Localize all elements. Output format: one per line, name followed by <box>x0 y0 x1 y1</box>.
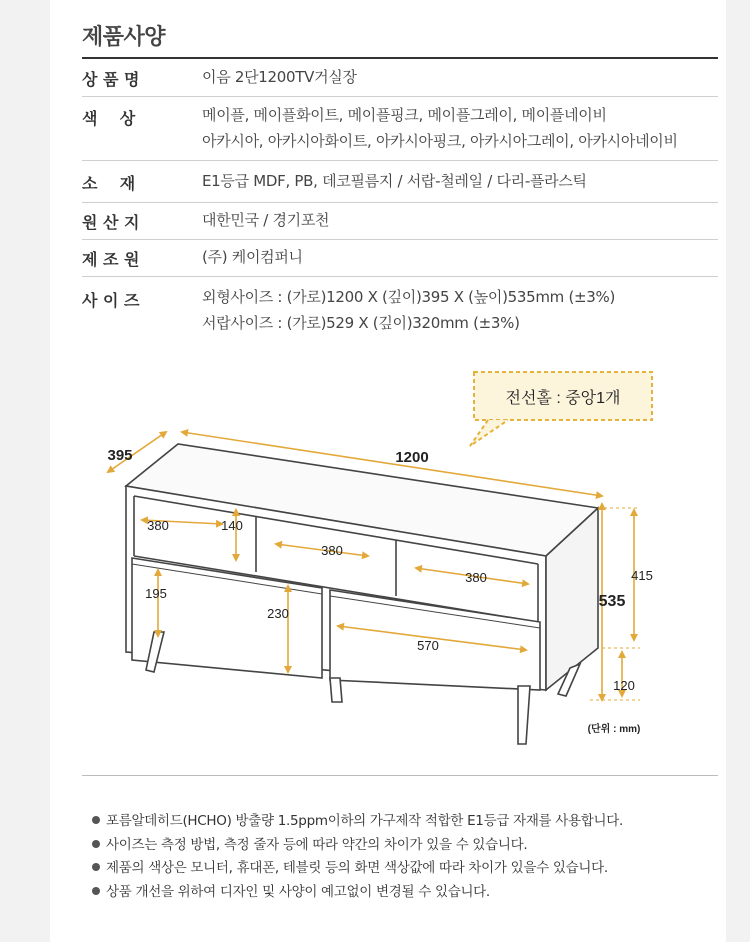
dim-shelf-width-3: 380 <box>465 570 487 585</box>
spec-value: 아카시아, 아카시아화이트, 아카시아핑크, 아카시아그레이, 아카시아네이비 <box>202 132 678 150</box>
dim-drawer-height-mid: 230 <box>267 606 289 621</box>
spec-value: 외형사이즈 : (가로)1200 X (깊이)395 X (높이)535mm (±3%) <box>202 288 616 306</box>
bullet-icon <box>92 863 100 871</box>
spec-label: 색 상 <box>82 109 136 128</box>
dim-shelf-height: 140 <box>221 518 243 533</box>
dim-total-height: 535 <box>598 593 626 610</box>
cabinet-outline <box>126 444 598 690</box>
wire-hole-callout <box>470 372 652 446</box>
spec-row-material <box>82 160 718 203</box>
bullet-icon <box>92 816 100 824</box>
dim-depth: 395 <box>107 447 133 464</box>
dim-body-height: 415 <box>631 568 653 583</box>
spec-row-manufacturer <box>82 239 718 277</box>
spec-value: E1등급 MDF, PB, 데코필름지 / 서랍-철레일 / 다리-플라스틱 <box>202 172 587 190</box>
page-title: 제품사양 <box>82 25 166 50</box>
dim-width: 1200 <box>395 449 429 466</box>
dim-leg-height: 120 <box>613 678 635 693</box>
spec-value: 이음 2단1200TV거실장 <box>202 68 357 86</box>
note-item: 상품 개선을 위하여 디자인 및 사양이 예고없이 변경될 수 있습니다. <box>92 881 623 905</box>
note-item: 사이즈는 측정 방법, 측정 줄자 등에 따라 약간의 차이가 있을 수 있습니다. <box>92 834 623 858</box>
spec-value: 서랍사이즈 : (가로)529 X (깊이)320mm (±3%) <box>202 314 520 332</box>
spec-label: 사 이 즈 <box>82 291 140 310</box>
dim-drawer-width: 570 <box>417 638 439 653</box>
bullet-icon <box>92 887 100 895</box>
spec-sheet <box>50 0 726 942</box>
dim-shelf-width-2: 380 <box>321 543 343 558</box>
spec-row-color <box>82 96 718 161</box>
spec-value: (주) 케이컴퍼니 <box>202 248 303 266</box>
spec-value: 메이플, 메이플화이트, 메이플핑크, 메이플그레이, 메이플네이비 <box>202 106 607 124</box>
notes-divider <box>82 775 718 776</box>
furniture-diagram <box>50 360 726 760</box>
spec-label: 원 산 지 <box>82 213 140 232</box>
spec-row-product-name <box>82 58 718 97</box>
dim-drawer-height-left: 195 <box>145 586 167 601</box>
callout-text: 전선홀 : 중앙1개 <box>505 390 621 407</box>
note-item: 제품의 색상은 모니터, 휴대폰, 테블릿 등의 화면 색상값에 따라 차이가 있을수 있습니다. <box>92 857 623 881</box>
note-item: 포름알데히드(HCHO) 방출량 1.5ppm이하의 가구제작 적합한 E1등급 자재를 사용합니다. <box>92 810 623 834</box>
spec-row-size <box>82 276 718 340</box>
dim-shelf-width-1: 380 <box>147 518 169 533</box>
spec-label: 상 품 명 <box>82 70 140 89</box>
spec-value: 대한민국 / 경기포천 <box>202 211 330 229</box>
spec-label: 소 재 <box>82 174 136 193</box>
spec-label: 제 조 원 <box>82 250 140 269</box>
notes-list <box>92 810 623 904</box>
unit-label: (단위 : mm) <box>587 724 641 735</box>
bullet-icon <box>92 840 100 848</box>
spec-row-origin <box>82 202 718 240</box>
